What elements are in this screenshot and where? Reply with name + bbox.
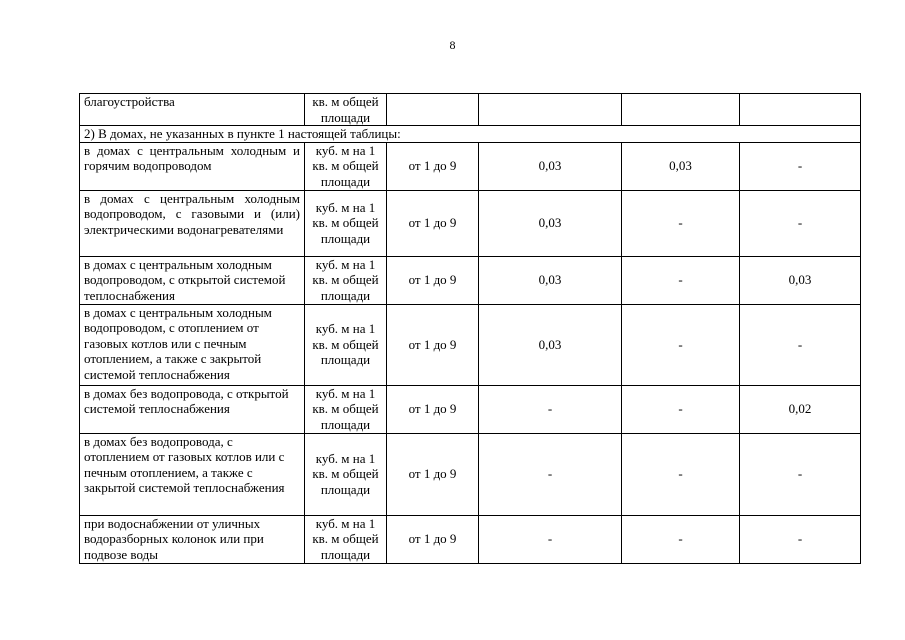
row-period: от 1 до 9: [387, 256, 479, 304]
row-value-3: -: [740, 515, 861, 563]
row-value-3: 0,03: [740, 256, 861, 304]
row-period: от 1 до 9: [387, 433, 479, 515]
row-unit: куб. м на 1 кв. м общей площади: [305, 385, 387, 433]
row-description: при водоснабжении от уличных водоразборных колонок или при подвозе воды: [80, 515, 305, 563]
row-unit: кв. м общей площади: [305, 94, 387, 126]
section-header-row: [80, 126, 861, 143]
row-description: в домах без водопровода, с открытой системой теплоснабжения: [80, 385, 305, 433]
row-description: в домах без водопровода, с отоплением от газовых котлов или с печным отоплением, а также с закрытой системой теплоснабжения: [80, 433, 305, 515]
row-description: в домах с центральным холодным и горячим водопроводом: [80, 142, 305, 190]
row-value-2: -: [622, 385, 740, 433]
table-row: [80, 94, 861, 126]
row-value-1: 0,03: [479, 304, 622, 385]
table-row: [80, 304, 861, 385]
row-period: от 1 до 9: [387, 142, 479, 190]
norms-table: [79, 93, 861, 564]
table-row: [80, 433, 861, 515]
row-value-3: [740, 94, 861, 126]
row-value-3: -: [740, 190, 861, 256]
row-value-3: 0,02: [740, 385, 861, 433]
row-period: от 1 до 9: [387, 385, 479, 433]
row-unit: куб. м на 1 кв. м общей площади: [305, 304, 387, 385]
table-row: [80, 256, 861, 304]
row-value-2: -: [622, 515, 740, 563]
table-row: [80, 385, 861, 433]
row-value-3: -: [740, 142, 861, 190]
row-period: от 1 до 9: [387, 190, 479, 256]
row-unit: куб. м на 1 кв. м общей площади: [305, 433, 387, 515]
row-period: от 1 до 9: [387, 304, 479, 385]
row-description: в домах с центральным холодным водопроводом, с отоплением от газовых котлов или с печным отоплением, а также с закрытой системой теплоснабжения: [80, 304, 305, 385]
row-description: в домах с центральным холодным водопроводом, с газовыми и (или) электрическими водонагревателями: [80, 190, 305, 256]
row-unit: куб. м на 1 кв. м общей площади: [305, 256, 387, 304]
row-value-1: [479, 94, 622, 126]
section-header: 2) В домах, не указанных в пункте 1 настоящей таблицы:: [80, 126, 861, 143]
row-description: в домах с центральным холодным водопроводом, с открытой системой теплоснабжения: [80, 256, 305, 304]
table-row: [80, 190, 861, 256]
row-value-1: 0,03: [479, 190, 622, 256]
row-value-1: -: [479, 515, 622, 563]
row-value-2: -: [622, 256, 740, 304]
row-description: благоустройства: [80, 94, 305, 126]
row-value-2: [622, 94, 740, 126]
row-value-1: 0,03: [479, 256, 622, 304]
row-value-2: 0,03: [622, 142, 740, 190]
row-unit: куб. м на 1 кв. м общей площади: [305, 190, 387, 256]
page-number: 8: [449, 38, 456, 52]
row-value-1: 0,03: [479, 142, 622, 190]
row-value-2: -: [622, 433, 740, 515]
row-value-2: -: [622, 304, 740, 385]
row-unit: куб. м на 1 кв. м общей площади: [305, 142, 387, 190]
row-value-1: -: [479, 385, 622, 433]
row-period: от 1 до 9: [387, 515, 479, 563]
row-period: [387, 94, 479, 126]
row-value-2: -: [622, 190, 740, 256]
row-unit: куб. м на 1 кв. м общей площади: [305, 515, 387, 563]
table-row: [80, 142, 861, 190]
row-value-3: -: [740, 304, 861, 385]
table-row: [80, 515, 861, 563]
row-value-1: -: [479, 433, 622, 515]
row-value-3: -: [740, 433, 861, 515]
